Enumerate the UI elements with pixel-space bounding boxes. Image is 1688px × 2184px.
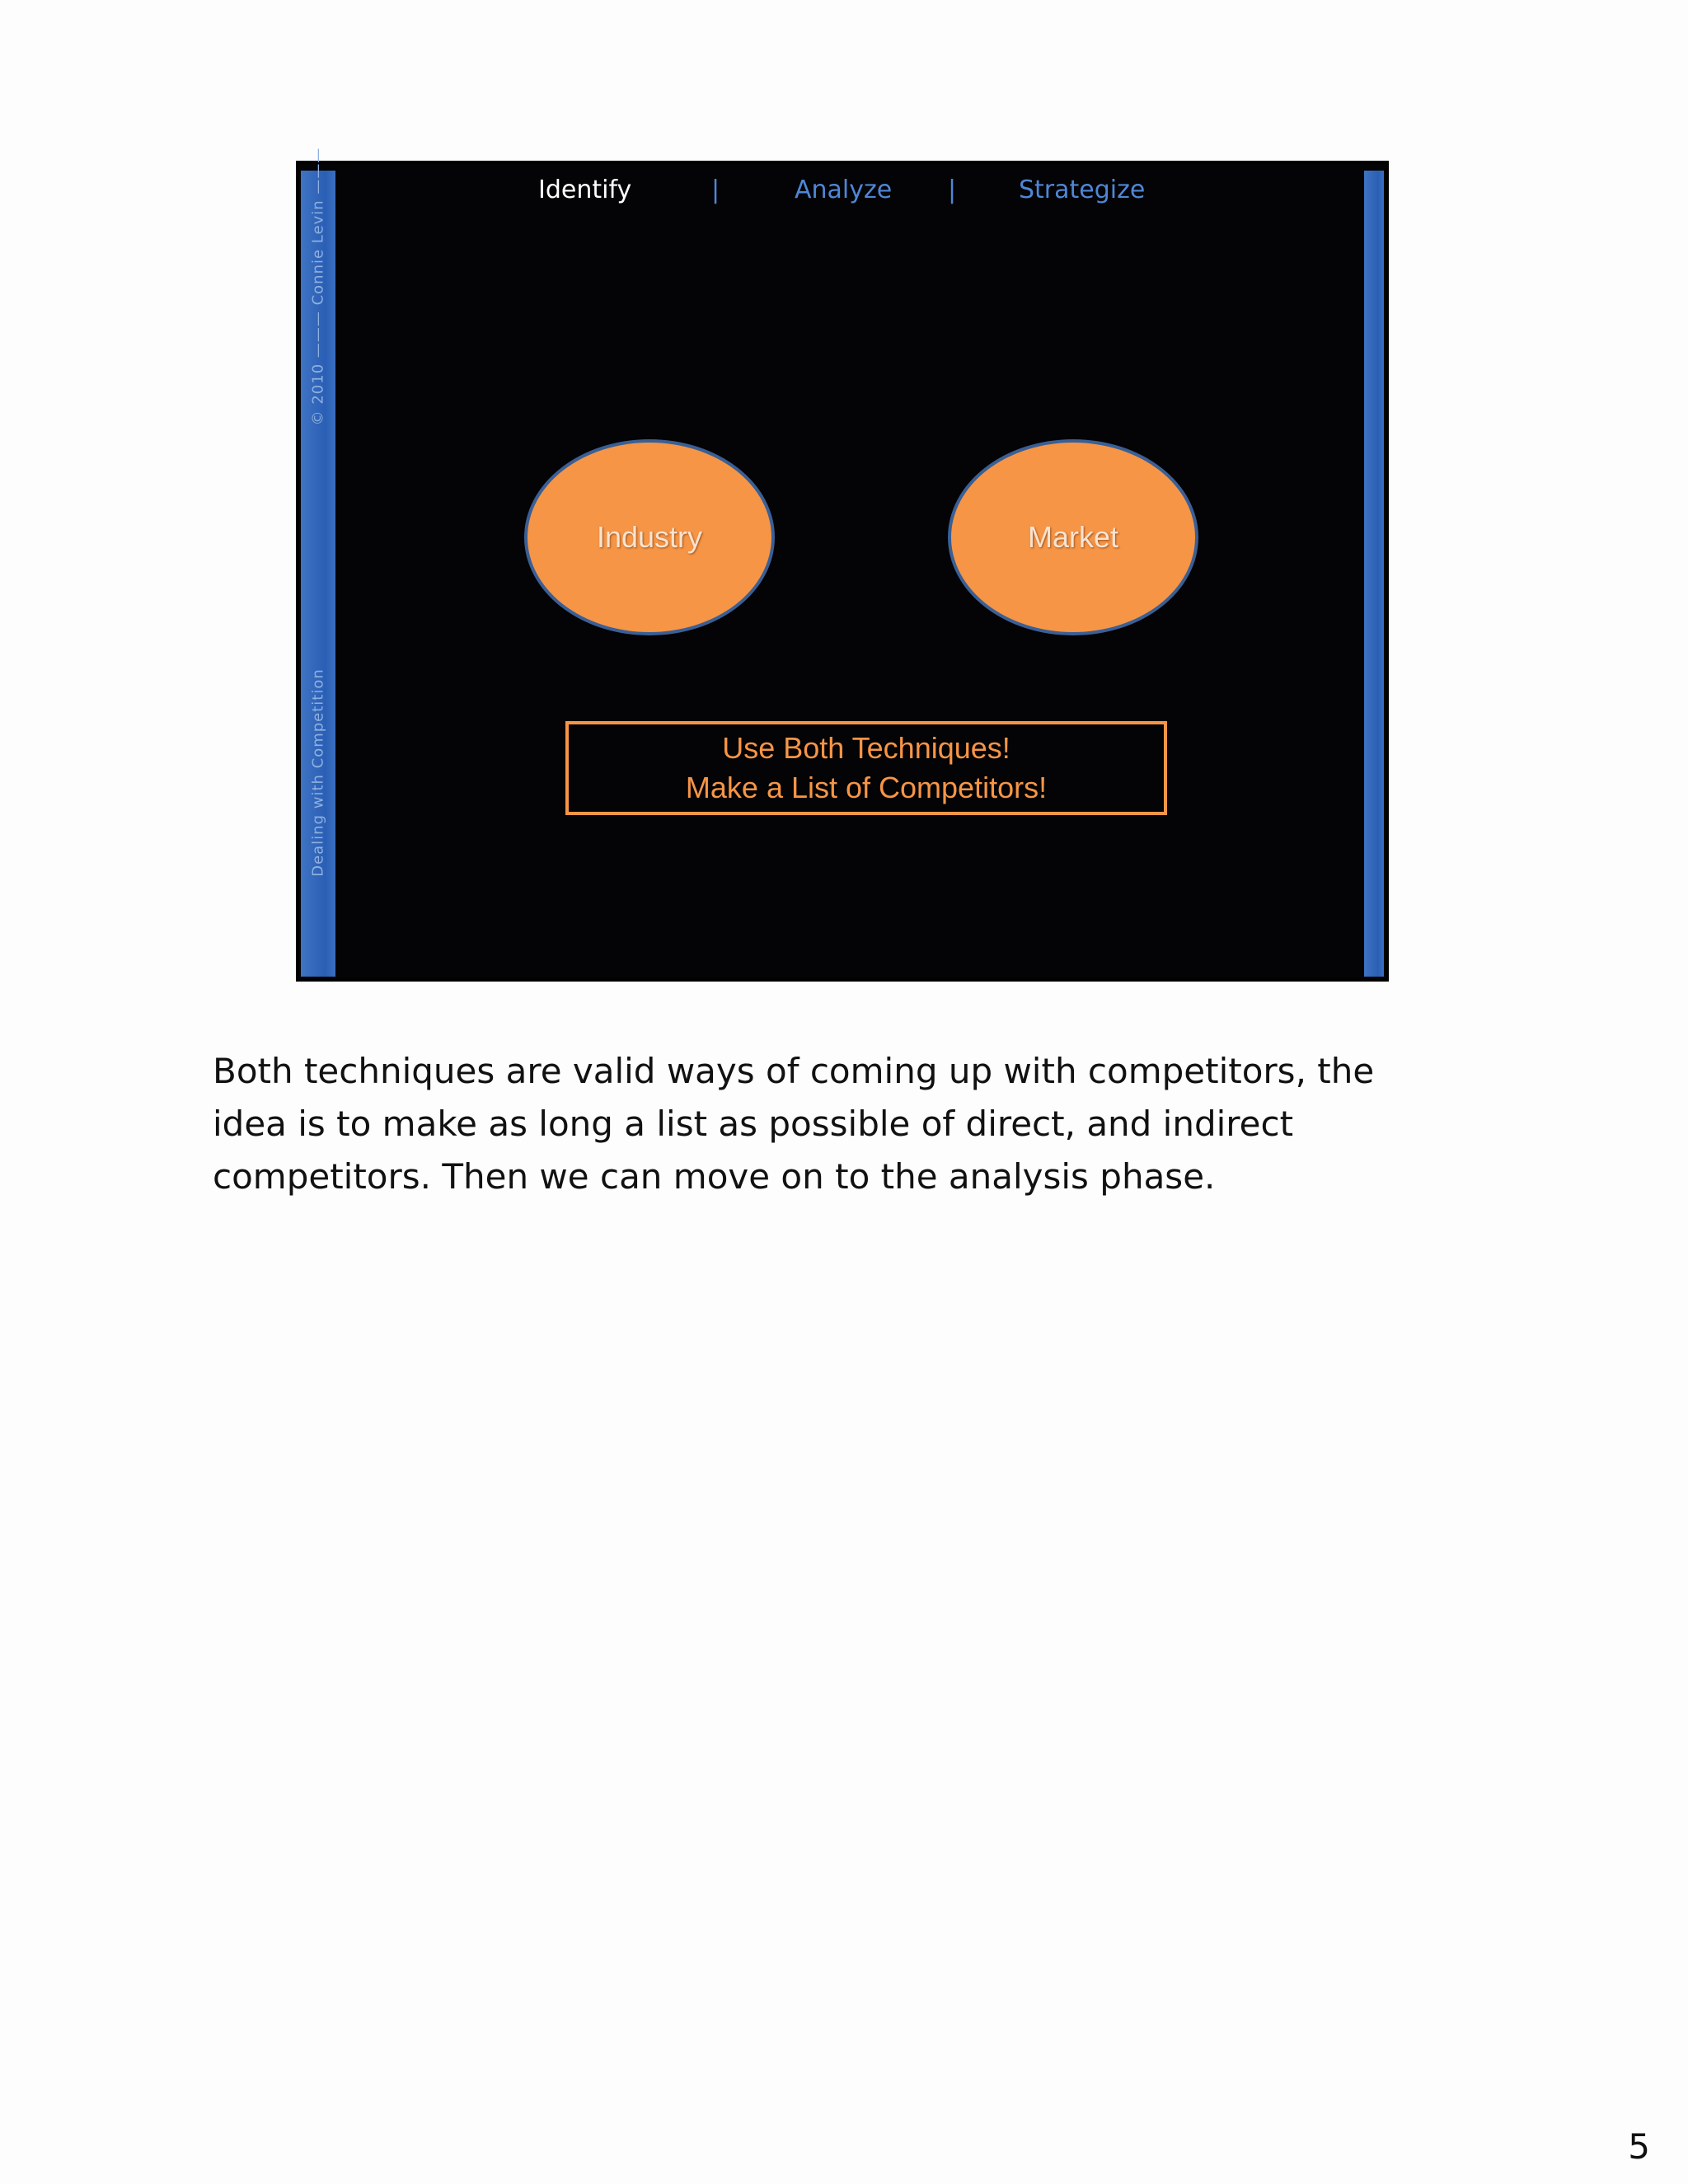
nav-separator: | [948, 176, 957, 204]
sidebar-text-container [301, 147, 335, 977]
industry-label: Industry [596, 520, 703, 554]
slide-notes [213, 1045, 1449, 1203]
callout-line-1: Use Both Techniques! [722, 731, 1010, 765]
slide-image [296, 147, 1389, 982]
industry-ellipse [524, 439, 775, 635]
callout-line-2: Make a List of Competitors! [685, 771, 1048, 804]
slide-nav [299, 176, 1386, 217]
nav-identify: Identify [538, 176, 632, 204]
sidebar-copyright-text: © 2010 ——— Connie Levin ——— [309, 147, 327, 426]
market-label: Market [1027, 520, 1119, 554]
market-ellipse [948, 439, 1198, 635]
nav-separator: | [711, 176, 720, 204]
callout-box [565, 721, 1167, 815]
nav-analyze: Analyze [795, 176, 893, 204]
sidebar-title-text: Dealing with Competition [309, 668, 327, 877]
notes-line: competitors. Then we can move on to the analysis phase. [213, 1156, 1216, 1197]
notes-line: Both techniques are valid ways of coming up with competitors, the [213, 1051, 1375, 1091]
notes-line: idea is to make as long a list as possible of direct, and indirect [213, 1104, 1294, 1144]
page-number: 5 [1628, 2126, 1650, 2167]
right-sidebar [1364, 171, 1384, 977]
nav-strategize: Strategize [1019, 176, 1146, 204]
